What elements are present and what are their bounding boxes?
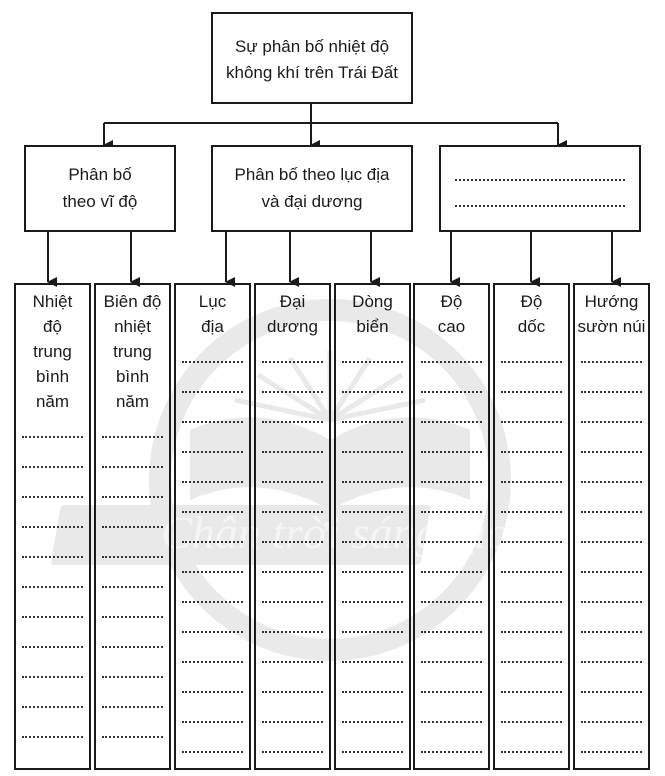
column-label-line: Đại <box>279 292 306 311</box>
blank-answer-line[interactable] <box>501 421 562 423</box>
group-label-line2: và đại dương <box>261 192 363 211</box>
blank-answer-line[interactable] <box>102 616 163 618</box>
blank-answer-line[interactable] <box>342 631 403 633</box>
blank-answer-line[interactable] <box>421 481 482 483</box>
blank-answer-line[interactable] <box>421 451 482 453</box>
blank-answer-line[interactable] <box>102 646 163 648</box>
blank-answer-line[interactable] <box>22 466 83 468</box>
blank-answer-line[interactable] <box>342 511 403 513</box>
blank-answer-line[interactable] <box>342 751 403 753</box>
column-label-line: cao <box>437 317 466 336</box>
column-label-line: dốc <box>517 317 546 336</box>
blank-answer-line[interactable] <box>262 571 323 573</box>
blank-answer-line[interactable] <box>342 541 403 543</box>
blank-answer-line[interactable] <box>501 391 562 393</box>
blank-answer-line[interactable] <box>501 661 562 663</box>
blank-answer-line[interactable] <box>102 676 163 678</box>
blank-answer-line[interactable] <box>262 751 323 753</box>
column-box <box>254 283 331 770</box>
blank-answer-line[interactable] <box>262 421 323 423</box>
blank-answer-line[interactable] <box>342 451 403 453</box>
blank-answer-line[interactable] <box>22 706 83 708</box>
blank-answer-line[interactable] <box>102 586 163 588</box>
blank-answer-line[interactable] <box>581 631 642 633</box>
blank-answer-line[interactable] <box>501 511 562 513</box>
blank-answer-line[interactable] <box>182 541 243 543</box>
blank-answer-line[interactable] <box>581 661 642 663</box>
group-label-line1: Phân bố <box>68 165 132 184</box>
blank-answer-line[interactable] <box>421 721 482 723</box>
blank-answer-line[interactable] <box>182 391 243 393</box>
blank-answer-line[interactable] <box>102 496 163 498</box>
blank-answer-line[interactable] <box>102 526 163 528</box>
column-label-line: trung <box>33 342 72 361</box>
blank-answer-line[interactable] <box>22 556 83 558</box>
blank-answer-line[interactable] <box>262 631 323 633</box>
column-label-line: bình <box>35 367 70 386</box>
blank-answer-line[interactable] <box>581 601 642 603</box>
blank-answer-line[interactable] <box>342 571 403 573</box>
blank-answer-line[interactable] <box>581 451 642 453</box>
blank-answer-line[interactable] <box>421 661 482 663</box>
blank-answer-line[interactable] <box>182 631 243 633</box>
blank-answer-line[interactable] <box>421 541 482 543</box>
blank-answer-line[interactable] <box>455 179 625 181</box>
blank-answer-line[interactable] <box>421 391 482 393</box>
blank-answer-line[interactable] <box>22 646 83 648</box>
blank-answer-line[interactable] <box>421 601 482 603</box>
column-label-line: Biên độ <box>103 292 162 311</box>
blank-answer-line[interactable] <box>22 526 83 528</box>
blank-answer-line[interactable] <box>262 391 323 393</box>
blank-answer-line[interactable] <box>581 571 642 573</box>
blank-answer-line[interactable] <box>501 541 562 543</box>
group-box-blank[interactable] <box>439 145 641 232</box>
blank-answer-line[interactable] <box>581 361 642 363</box>
blank-answer-line[interactable] <box>501 631 562 633</box>
blank-answer-line[interactable] <box>262 691 323 693</box>
blank-answer-line[interactable] <box>342 691 403 693</box>
column-box <box>493 283 570 770</box>
blank-answer-line[interactable] <box>581 511 642 513</box>
column-box <box>174 283 251 770</box>
watermark-text: Chân trời sáng tạo <box>161 507 509 558</box>
blank-answer-line[interactable] <box>342 361 403 363</box>
group-label-line1: Phân bố theo lục địa <box>234 165 390 184</box>
blank-answer-line[interactable] <box>581 541 642 543</box>
column-box <box>334 283 411 770</box>
blank-answer-line[interactable] <box>501 361 562 363</box>
column-label-line: Độ <box>520 292 543 311</box>
blank-answer-line[interactable] <box>262 661 323 663</box>
blank-answer-line[interactable] <box>501 601 562 603</box>
blank-answer-line[interactable] <box>182 511 243 513</box>
blank-answer-line[interactable] <box>102 556 163 558</box>
blank-answer-line[interactable] <box>501 571 562 573</box>
blank-answer-line[interactable] <box>501 751 562 753</box>
blank-answer-line[interactable] <box>262 361 323 363</box>
blank-answer-line[interactable] <box>262 541 323 543</box>
blank-answer-line[interactable] <box>342 481 403 483</box>
root-box <box>211 12 413 104</box>
group-box-continent-ocean <box>211 145 413 232</box>
blank-answer-line[interactable] <box>342 661 403 663</box>
blank-answer-line[interactable] <box>182 601 243 603</box>
column-label-line: Hướng <box>584 292 639 311</box>
blank-answer-line[interactable] <box>581 481 642 483</box>
blank-answer-line[interactable] <box>22 496 83 498</box>
column-label-line: năm <box>35 392 70 411</box>
blank-answer-line[interactable] <box>581 721 642 723</box>
column-label-line: trung <box>113 342 152 361</box>
blank-answer-line[interactable] <box>102 736 163 738</box>
blank-answer-line[interactable] <box>22 676 83 678</box>
blank-answer-line[interactable] <box>182 721 243 723</box>
blank-answer-line[interactable] <box>581 691 642 693</box>
column-label-line: độ <box>43 317 62 336</box>
column-box <box>14 283 91 770</box>
blank-answer-line[interactable] <box>455 205 625 207</box>
blank-answer-line[interactable] <box>102 466 163 468</box>
blank-answer-line[interactable] <box>581 751 642 753</box>
column-label-line: Nhiệt <box>32 292 73 311</box>
blank-answer-line[interactable] <box>581 421 642 423</box>
blank-answer-line[interactable] <box>102 436 163 438</box>
column-label-line: dương <box>267 317 318 336</box>
blank-answer-line[interactable] <box>22 616 83 618</box>
column-label-line: bình <box>115 367 150 386</box>
blank-answer-line[interactable] <box>501 451 562 453</box>
blank-answer-line[interactable] <box>421 691 482 693</box>
blank-answer-line[interactable] <box>262 511 323 513</box>
blank-answer-line[interactable] <box>501 481 562 483</box>
column-label-line: địa <box>201 317 224 336</box>
blank-answer-line[interactable] <box>501 691 562 693</box>
blank-answer-line[interactable] <box>182 361 243 363</box>
blank-answer-line[interactable] <box>342 721 403 723</box>
blank-answer-line[interactable] <box>342 391 403 393</box>
blank-answer-line[interactable] <box>421 421 482 423</box>
blank-answer-line[interactable] <box>421 571 482 573</box>
blank-answer-line[interactable] <box>22 436 83 438</box>
blank-answer-line[interactable] <box>22 586 83 588</box>
column-label-line: năm <box>115 392 150 411</box>
column-label-line: nhiệt <box>114 317 151 336</box>
column-label-line: Lục <box>198 292 227 311</box>
blank-answer-line[interactable] <box>182 481 243 483</box>
blank-answer-line[interactable] <box>501 721 562 723</box>
blank-answer-line[interactable] <box>262 601 323 603</box>
root-title-line2: không khí trên Trái Đất <box>226 63 398 82</box>
blank-answer-line[interactable] <box>421 751 482 753</box>
blank-answer-line[interactable] <box>262 721 323 723</box>
column-label-line: sườn núi <box>577 317 646 336</box>
blank-answer-line[interactable] <box>182 691 243 693</box>
blank-answer-line[interactable] <box>182 421 243 423</box>
column-box <box>94 283 171 770</box>
blank-answer-line[interactable] <box>182 661 243 663</box>
blank-answer-line[interactable] <box>581 391 642 393</box>
blank-answer-line[interactable] <box>22 736 83 738</box>
blank-answer-line[interactable] <box>421 511 482 513</box>
column-label-line: Độ <box>440 292 463 311</box>
blank-answer-line[interactable] <box>421 631 482 633</box>
group-box-latitude <box>24 145 176 232</box>
column-label-line: Dòng <box>352 292 393 311</box>
blank-answer-line[interactable] <box>421 361 482 363</box>
column-label-line: biển <box>356 317 389 336</box>
blank-answer-line[interactable] <box>102 706 163 708</box>
blank-answer-line[interactable] <box>342 601 403 603</box>
blank-answer-line[interactable] <box>182 751 243 753</box>
blank-answer-line[interactable] <box>262 481 323 483</box>
column-box <box>573 283 650 770</box>
group-label-line2: theo vĩ độ <box>62 192 138 211</box>
blank-answer-line[interactable] <box>262 451 323 453</box>
blank-answer-line[interactable] <box>182 571 243 573</box>
column-box <box>413 283 490 770</box>
root-title-line1: Sự phân bố nhiệt độ <box>234 37 390 56</box>
blank-answer-line[interactable] <box>182 451 243 453</box>
blank-answer-line[interactable] <box>342 421 403 423</box>
